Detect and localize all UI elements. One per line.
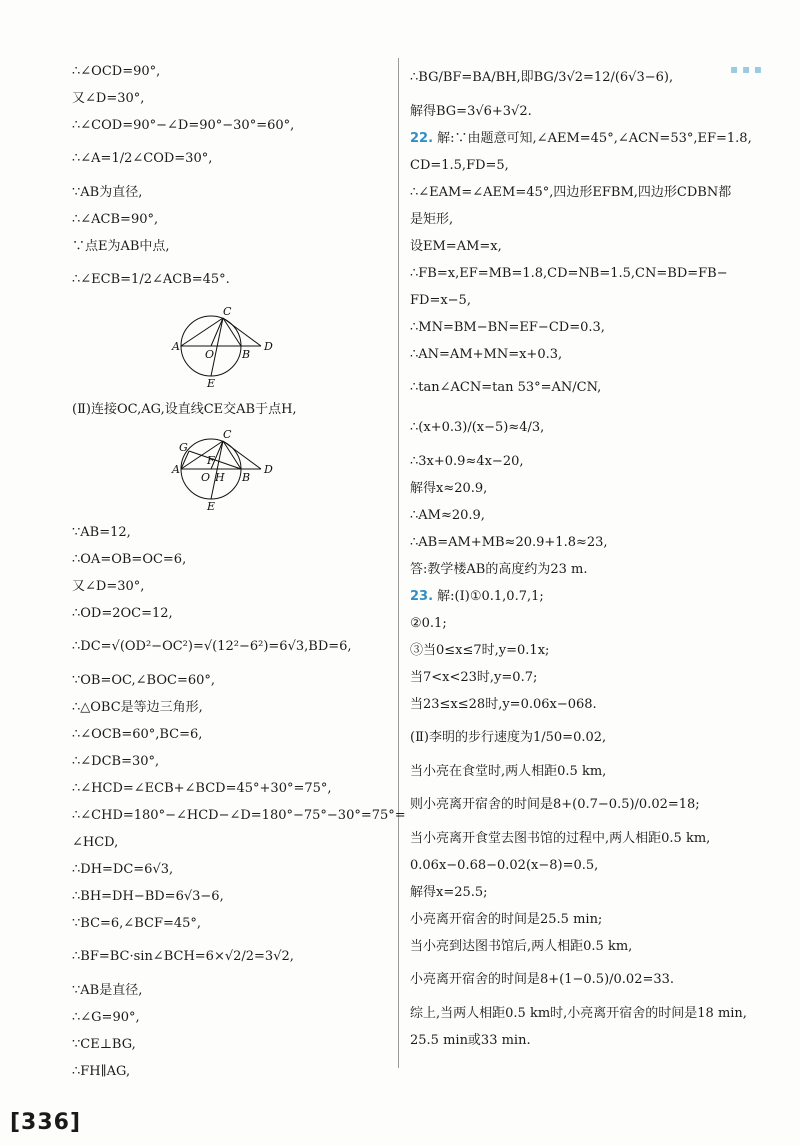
q23-line: 当7<x<23时,y=0.7; <box>410 670 538 685</box>
fig2-label-o: O <box>201 471 211 484</box>
left-top-line: ∵AB为直径, <box>72 185 143 200</box>
fig1-label-b: B <box>242 348 251 361</box>
left-top-line: ∴∠OCD=90°, <box>72 64 161 79</box>
fig1-label-a: A <box>172 340 180 353</box>
left-column <box>72 58 406 1085</box>
q22-first-line <box>410 125 780 152</box>
q23-line: 当小亮在食堂时,两人相距0.5 km, <box>410 764 607 779</box>
q23-line: 则小亮离开宿舍的时间是8+(0.7−0.5)/0.02=18; <box>410 797 700 812</box>
q22-line: CD=1.5,FD=5, <box>410 158 509 173</box>
left-bottom-line: 又∠D=30°, <box>72 579 145 594</box>
q23-line: 小亮离开宿舍的时间是25.5 min; <box>410 912 603 927</box>
q22-line: ∴∠EAM=∠AEM=45°,四边形EFBM,四边形CDBN都 <box>410 185 732 200</box>
q22-line: 答:教学楼AB的高度约为23 m. <box>410 562 588 577</box>
fig2-label-b: B <box>242 471 251 484</box>
left-bottom-line: ∴OA=OB=OC=6, <box>72 552 187 567</box>
q22-line: 解:∵由题意可知,∠AEM=45°,∠ACN=53°,EF=1.8, <box>437 131 752 146</box>
left-bottom-lines <box>72 519 406 1085</box>
fig2-label-e: E <box>207 500 216 511</box>
left-bottom-line: ∴∠DCB=30°, <box>72 754 160 769</box>
part2-intro: (Ⅱ)连接OC,AG,设直线CE交AB于点H, <box>72 402 297 417</box>
geometry-figure-1 <box>161 306 301 388</box>
q23-line: (Ⅱ)李明的步行速度为1/50=0.02, <box>410 730 607 745</box>
right-top-line: ∴BG/BF=BA/BH,即BG/3√2=12/(6√3−6), <box>410 70 674 85</box>
q23-line: 当小亮到达图书馆后,两人相距0.5 km, <box>410 939 633 954</box>
q22-lines <box>410 152 780 583</box>
left-bottom-line: ∴DC=√(OD²−OC²)=√(12²−6²)=6√3,BD=6, <box>72 639 352 654</box>
fig2-label-f: F <box>207 454 215 467</box>
q22-line: ∴FB=x,EF=MB=1.8,CD=NB=1.5,CN=BD=FB− <box>410 266 728 281</box>
left-bottom-line: ∴FH∥AG, <box>72 1064 131 1079</box>
q23-line: ②0.1; <box>410 616 447 631</box>
left-bottom-line: ∵BC=6,∠BCF=45°, <box>72 916 202 931</box>
fig1-label-c: C <box>223 306 232 318</box>
left-bottom-line: ∵CE⊥BG, <box>72 1037 136 1052</box>
fig2-label-h: H <box>215 471 225 484</box>
left-bottom-line: ∴∠HCD=∠ECB+∠BCD=45°+30°=75°, <box>72 781 332 796</box>
q23-line: 0.06x−0.68−0.02(x−8)=0.5, <box>410 858 599 873</box>
right-column <box>410 58 780 1054</box>
left-bottom-line: ∴BH=DH−BD=6√3−6, <box>72 889 224 904</box>
fig2-label-d: D <box>264 463 273 476</box>
left-top-line: ∵点E为AB中点, <box>72 239 170 254</box>
right-top-line: 解得BG=3√6+3√2. <box>410 104 532 119</box>
q22-line: 设EM=AM=x, <box>410 239 502 254</box>
q23-line: 25.5 min或33 min. <box>410 1033 531 1048</box>
left-top-lines <box>72 58 390 300</box>
q22-line: ∴tan∠ACN=tan 53°=AN/CN, <box>410 380 602 395</box>
fig2-label-c: C <box>223 429 232 441</box>
right-top-lines <box>410 58 780 125</box>
left-bottom-line: ∴DH=DC=6√3, <box>72 862 174 877</box>
left-bottom-line: ∴∠G=90°, <box>72 1010 140 1025</box>
q22-line: ∴AB=AM+MB≈20.9+1.8≈23, <box>410 535 608 550</box>
q22-line: ∴3x+0.9≈4x−20, <box>410 454 524 469</box>
left-top-line: ∴∠ECB=1/2∠ACB=45°. <box>72 272 230 287</box>
q23-number: 23. <box>410 589 434 604</box>
q23-line: ③当0≤x≤7时,y=0.1x; <box>410 643 550 658</box>
left-top-line: ∴∠COD=90°−∠D=90°−30°=60°, <box>72 118 295 133</box>
left-top-line: 又∠D=30°, <box>72 91 145 106</box>
geometry-figure-2 <box>161 429 301 511</box>
q22-line: ∴AN=AM+MN=x+0.3, <box>410 347 563 362</box>
q22-line: 解得x≈20.9, <box>410 481 488 496</box>
left-top-line: ∴∠A=1/2∠COD=30°, <box>72 151 213 166</box>
q23-line: 当小亮离开食堂去图书馆的过程中,两人相距0.5 km, <box>410 831 711 846</box>
q23-line: 当23≤x≤28时,y=0.06x−068. <box>410 697 597 712</box>
q23-line: 小亮离开宿舍的时间是8+(1−0.5)/0.02=33. <box>410 972 675 987</box>
q23-line: 综上,当两人相距0.5 km时,小亮离开宿舍的时间是18 min, <box>410 1006 747 1021</box>
fig2-label-g: G <box>179 441 188 454</box>
q23-first-line <box>410 583 780 610</box>
left-bottom-line: ∵AB=12, <box>72 525 131 540</box>
left-bottom-line: ∴OD=2OC=12, <box>72 606 173 621</box>
fig2-label-a: A <box>172 463 180 476</box>
left-bottom-line: ∴BF=BC·sin∠BCH=6×√2/2=3√2, <box>72 949 294 964</box>
fig1-label-d: D <box>264 340 273 353</box>
corner-mark: ▪ ▪ ▪ <box>730 62 763 76</box>
q23-lines <box>410 610 780 1054</box>
q22-line: ∴MN=BM−BN=EF−CD=0.3, <box>410 320 605 335</box>
q22-line: FD=x−5, <box>410 293 471 308</box>
left-bottom-line: ∠HCD, <box>72 835 119 850</box>
left-bottom-line: ∵AB是直径, <box>72 983 143 998</box>
q23-line: 解得x=25.5; <box>410 885 488 900</box>
fig1-label-e: E <box>207 377 216 388</box>
left-bottom-line: ∴△OBC是等边三角形, <box>72 700 203 715</box>
left-bottom-line: ∴∠OCB=60°,BC=6, <box>72 727 203 742</box>
q23-line: 解:(Ⅰ)①0.1,0.7,1; <box>437 589 544 604</box>
q22-line: ∴AM≈20.9, <box>410 508 485 523</box>
left-bottom-line: ∵OB=OC,∠BOC=60°, <box>72 673 216 688</box>
fig1-label-o: O <box>205 348 215 361</box>
left-top-line: ∴∠ACB=90°, <box>72 212 159 227</box>
q22-line: ∴(x+0.3)/(x−5)≈4/3, <box>410 420 545 435</box>
q22-number: 22. <box>410 131 434 146</box>
q22-line: 是矩形, <box>410 212 454 227</box>
left-bottom-line: ∴∠CHD=180°−∠HCD−∠D=180°−75°−30°=75°= <box>72 808 406 823</box>
page-number: [336] <box>10 1110 82 1135</box>
column-divider <box>398 58 399 1068</box>
